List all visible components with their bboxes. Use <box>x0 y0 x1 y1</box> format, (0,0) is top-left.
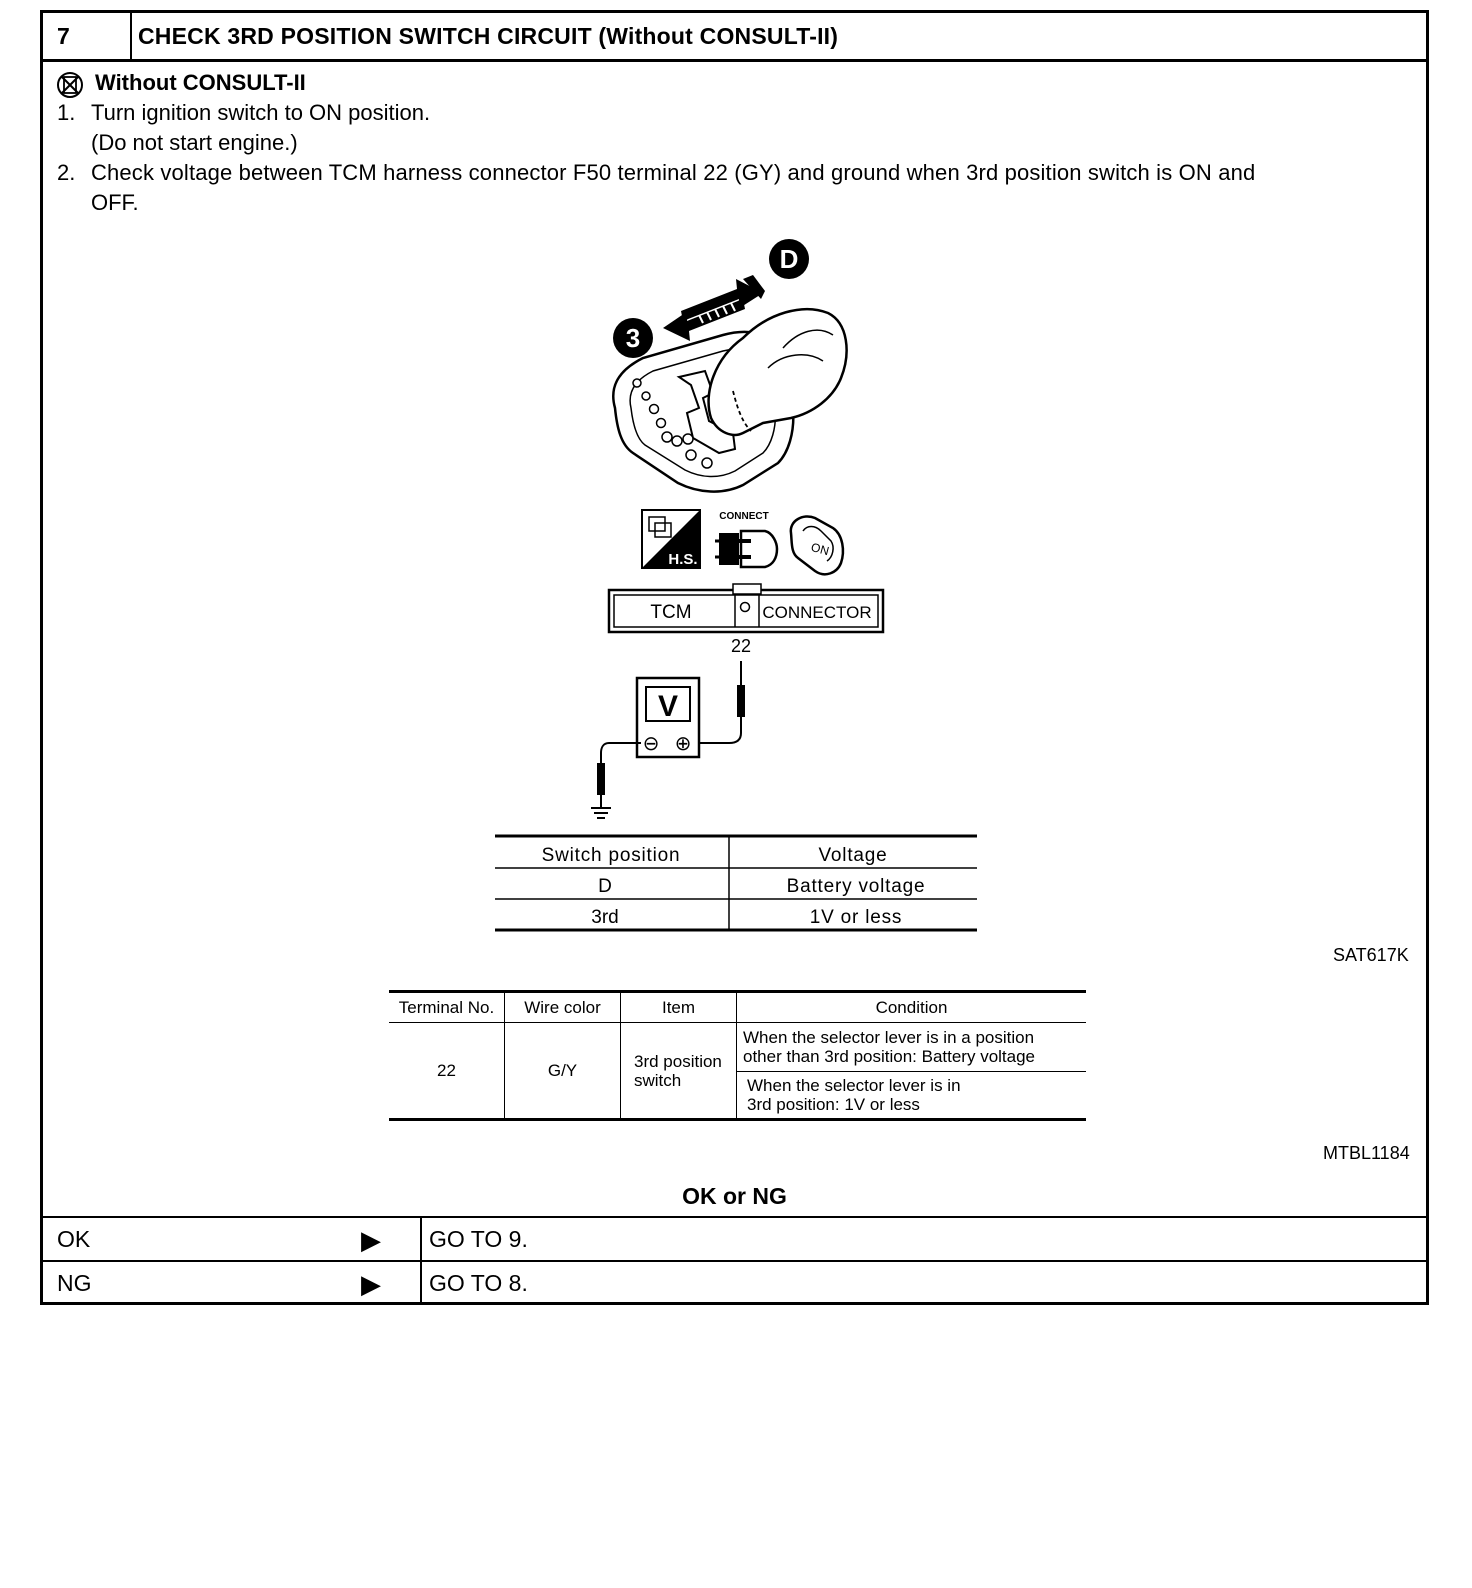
vt-row1-voltage: Battery voltage <box>786 876 926 897</box>
tt-header-condition: Condition <box>875 997 948 1017</box>
step-title: CHECK 3RD POSITION SWITCH CIRCUIT (Without CONSULT-II) <box>138 23 839 49</box>
figure-ref-sat617k: SAT617K <box>1333 945 1409 965</box>
svg-text:TCM: TCM <box>650 602 692 623</box>
mode-label: Without CONSULT-II <box>95 70 306 95</box>
svg-text:V: V <box>657 690 679 723</box>
procedure-frame <box>40 10 1429 1305</box>
result-action-link[interactable]: GO TO 8. <box>429 1270 528 1296</box>
step1-text: Turn ignition switch to ON position. <box>91 100 431 125</box>
ignition-on-icon <box>791 516 843 574</box>
tt-item: 3rd position switch <box>621 1023 737 1120</box>
svg-text:H.S.: H.S. <box>668 551 698 568</box>
tt-wire-color: G/Y <box>505 1023 621 1120</box>
result-label: NG <box>57 1270 92 1296</box>
row-divider <box>420 1218 422 1260</box>
negative-probe <box>597 763 605 795</box>
terminal-table <box>389 990 1086 1121</box>
result-label: OK <box>57 1226 91 1252</box>
step1-number: 1. <box>57 100 76 125</box>
harness-side-icon <box>642 510 700 568</box>
position-d-label: D <box>779 244 799 274</box>
svg-text:⊖: ⊖ <box>642 731 660 755</box>
row-divider <box>420 1262 422 1305</box>
arrow-right-icon: ▶ <box>361 1269 381 1299</box>
vt-row1-switch: D <box>598 876 612 897</box>
step-number: 7 <box>57 23 70 49</box>
tt-header-item: Item <box>621 992 737 1023</box>
voltmeter <box>637 678 699 757</box>
tt-condition-2: When the selector lever is in 3rd position: 1V or less <box>747 1076 961 1114</box>
vt-header-voltage: Voltage <box>818 845 888 866</box>
vt-header-switch: Switch position <box>541 845 681 866</box>
ok-ng-title: OK or NG <box>682 1183 787 1209</box>
svg-text:ON: ON <box>809 540 831 559</box>
connect-icon <box>715 511 777 567</box>
svg-text:⊕: ⊕ <box>674 731 692 755</box>
terminal-number: 22 <box>730 636 752 656</box>
arrow-right-icon: ▶ <box>361 1225 381 1255</box>
voltage-table <box>495 836 977 930</box>
svg-text:CONNECT: CONNECT <box>719 511 769 522</box>
vt-row2-switch: 3rd <box>591 907 619 928</box>
check-diagram <box>43 13 1426 1013</box>
figure-ref-mtbl1184: MTBL1184 <box>1323 1143 1410 1163</box>
tcm-connector <box>609 584 883 632</box>
result-row-ok <box>43 1216 1426 1260</box>
vt-row2-voltage: 1V or less <box>809 907 903 928</box>
step2-number: 2. <box>57 160 76 185</box>
result-action-link[interactable]: GO TO 9. <box>429 1226 528 1252</box>
tt-terminal: 22 <box>389 1023 505 1120</box>
step2-text-cont: OFF. <box>91 190 139 215</box>
svg-text:CONNECTOR: CONNECTOR <box>762 603 872 622</box>
tt-header-terminal: Terminal No. <box>389 992 505 1023</box>
positive-probe <box>737 685 745 717</box>
position-3-label: 3 <box>625 323 641 353</box>
tt-header-wire: Wire color <box>505 992 621 1023</box>
step2-text: Check voltage between TCM harness connector F50 terminal 22 (GY) and ground when 3rd position switch is ON and <box>91 160 1256 185</box>
step1-note: (Do not start engine.) <box>91 130 298 155</box>
ground-icon <box>591 808 611 818</box>
result-row-ng <box>43 1260 1426 1305</box>
tt-condition-1: When the selector lever is in a position other than 3rd position: Battery voltage <box>737 1023 1087 1072</box>
